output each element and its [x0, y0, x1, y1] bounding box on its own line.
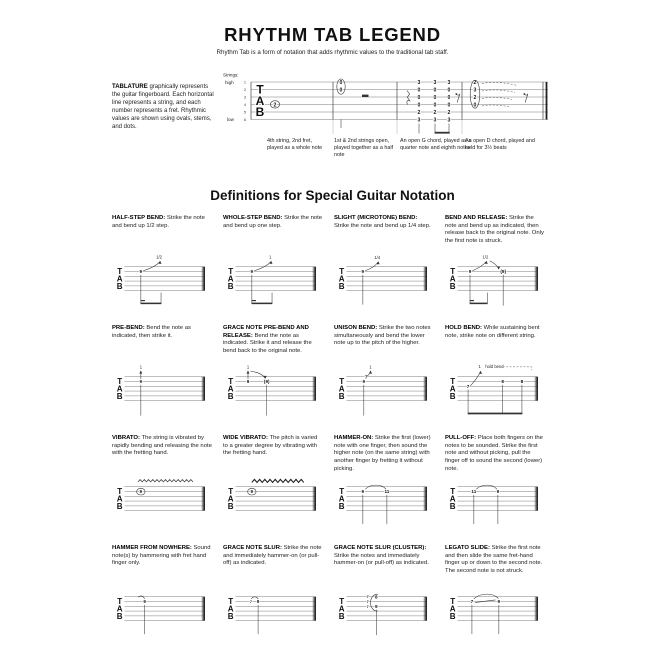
cell-pre-bend: [112, 325, 212, 424]
grace-frets: 7 7 7: [366, 595, 369, 609]
term: HAMMER-ON:: [334, 435, 374, 441]
definition-text: The pitch is varied to a greater degree by vibrating with the fretting hand.: [223, 435, 318, 457]
definition-text: Strike the first note and then slide the same fret-hand finger up or down to the second note. The second note is not struck.: [445, 545, 543, 575]
grace-slur-cluster-diagram: [334, 582, 434, 644]
bend-amount: 1: [268, 254, 272, 260]
svg-text:00: 0 0: [339, 79, 343, 94]
hold-dash: [503, 367, 532, 370]
fret-number: 7: [470, 599, 474, 605]
definition-text: Strike the notes and immediately hammer-on (or pull-off) as indicated.: [334, 552, 429, 567]
svg-text:TAB: T A B: [116, 376, 123, 402]
cell-unison-bend: [334, 325, 434, 424]
bend-amount: 1: [369, 364, 372, 370]
fret-number: 9: [246, 379, 250, 385]
svg-text:TAB: T A B: [338, 266, 345, 292]
grace-note-slur-diagram: [223, 582, 323, 644]
eighth-rest: [455, 93, 459, 102]
bend-amount: 1: [478, 364, 481, 370]
legato-slide-diagram: [445, 582, 545, 644]
hold-bend-label: hold bend: [485, 364, 504, 370]
svg-text:2320: 2 3 2 0: [473, 79, 477, 109]
slide-line: [475, 600, 495, 603]
pre-bend-diagram: [112, 362, 212, 424]
svg-text:TAB: T A B: [449, 376, 456, 402]
bend-arrow: [254, 262, 270, 271]
cell-grace-note-slur-cluster: [334, 545, 434, 644]
bend-amount: 1/4: [374, 254, 381, 260]
caption-d-chord: An open D chord, played and held for 3½ beats: [465, 138, 535, 152]
string-numbers: 1 2 3 4 5 6: [244, 80, 246, 122]
term: VIBRATO:: [112, 435, 140, 441]
tab-letters: T A B: [255, 82, 265, 120]
svg-text:2: 2: [273, 102, 277, 109]
strings-high-label: high: [225, 79, 234, 85]
definition-text: While sustaining bent note, strike note on different string.: [445, 325, 540, 339]
release-fret: (9): [500, 269, 506, 275]
fret-number: 9: [250, 269, 254, 275]
grace-pre-bend-release-diagram: [223, 362, 323, 424]
svg-text:TAB: T A B: [449, 486, 456, 512]
bend-amount: 1/2: [156, 254, 162, 260]
definition-text: The string is vibrated by rapidly bending and releasing the note with the fretting hand.: [112, 435, 212, 457]
fret-number: 9: [139, 269, 143, 275]
strings-low-label: low: [227, 117, 234, 122]
fret-number-2: 8: [501, 379, 504, 385]
whole-step-bend-diagram: [223, 252, 323, 314]
fret-number: 9: [256, 599, 260, 605]
target-top: 8: [375, 594, 378, 600]
bend-arrow: [470, 372, 480, 386]
legend-staff: [221, 70, 553, 174]
term: WHOLE-STEP BEND:: [223, 215, 283, 221]
fret-number-2: 11: [384, 489, 390, 495]
definition-text: Strike the first (lower) note with one finger, then sound the higher note (on the same string) with another finger by fretting it without picking.: [334, 435, 431, 472]
pull-off-diagram: [445, 472, 545, 534]
cell-pull-off: [445, 435, 545, 534]
svg-text:TAB: T A B: [449, 596, 456, 622]
svg-text:TAB: T A B: [227, 266, 234, 292]
cell-bend-and-release: [445, 215, 545, 314]
definition-text: Strike the two notes simultaneously and bend the lower note up to the pitch of the higher.: [334, 325, 431, 347]
half-rest: [362, 95, 369, 97]
term: WIDE VIBRATO:: [223, 435, 268, 441]
fret-number: 9: [361, 489, 365, 495]
tablature-section: [112, 70, 553, 174]
bend-arrow: [472, 262, 486, 271]
definition-text: Strike the note and immediately hammer-on (or pull-off) as indicated.: [223, 545, 322, 567]
d-chord-example: [470, 80, 528, 109]
term: HALF-STEP BEND:: [112, 215, 166, 221]
svg-text:TAB: T A B: [116, 266, 123, 292]
bend-and-release-diagram: [445, 252, 545, 314]
eighth-rest: [523, 93, 528, 102]
fret-number: 9: [361, 269, 365, 275]
fret-low: 9: [362, 379, 366, 385]
term: UNISON BEND:: [334, 325, 378, 331]
cell-slight-bend: [334, 215, 434, 314]
hold-bend-diagram: [445, 362, 545, 424]
target-bottom: 9: [375, 604, 378, 609]
definition-text: Sound note(s) by hammering with fret hand finger only.: [112, 545, 211, 567]
definition-text: Bend the note as indicated, then strike it.: [112, 325, 191, 339]
term: HAMMER FROM NOWHERE:: [112, 545, 192, 551]
caption-whole-note: 4th string, 2nd fret, played as a whole note: [267, 138, 323, 152]
half-note-example: [337, 79, 369, 128]
vibrato-diagram: [112, 472, 212, 534]
term: GRACE NOTE SLUR (CLUSTER):: [334, 545, 427, 551]
fret-number: 11: [471, 489, 477, 495]
release-fret: (9): [263, 379, 270, 385]
cell-grace-note-pre-bend-release: [223, 325, 323, 424]
fret-number: 9: [143, 599, 146, 605]
wide-vibrato-wave: [252, 479, 304, 482]
tablature-paragraph: [112, 84, 217, 174]
term: PRE-BEND:: [112, 325, 145, 331]
definitions-grid: [112, 215, 553, 644]
bend-amount: 1: [139, 364, 142, 370]
bend-arrow: [143, 262, 159, 271]
svg-text:TAB: T A B: [449, 266, 456, 292]
tablature-term: TABLATURE: [112, 84, 148, 90]
page-subtitle: Rhythm Tab is a form of notation that adds rhythmic values to the traditional tab staff.: [216, 49, 449, 56]
cell-vibrato: [112, 435, 212, 534]
definition-text: Strike the note and bend up 1/4 step.: [334, 222, 431, 229]
half-step-bend-diagram: [112, 252, 212, 314]
cell-half-step-bend: [112, 215, 212, 314]
svg-text:300023: 3 0 0 0 2 3: [433, 79, 437, 124]
legend-staff-diagram: [221, 70, 553, 136]
definition-text: Strike the note and bend up 1/2 step.: [112, 215, 205, 229]
g-chord-example: [407, 80, 460, 134]
svg-text:TAB: T A B: [338, 376, 345, 402]
term: GRACE NOTE PRE-BEND AND RELEASE:: [223, 325, 309, 339]
bend-amount: 1: [246, 364, 250, 370]
svg-text:TAB: T A B: [227, 376, 234, 402]
quarter-rest: [407, 91, 410, 105]
fret-number-2: 9: [497, 599, 501, 605]
svg-text:TAB: T A B: [116, 596, 123, 622]
term: HOLD BEND:: [445, 325, 482, 331]
cell-hammer-from-nowhere: [112, 545, 212, 644]
fret-number: 9: [139, 489, 143, 495]
term: BEND AND RELEASE:: [445, 215, 508, 221]
page-title: RHYTHM TAB LEGEND: [224, 24, 441, 45]
fret-high: 7: [364, 374, 368, 380]
staff-lines: [251, 79, 548, 120]
slight-bend-diagram: [334, 252, 434, 314]
fret-number: 7: [466, 384, 470, 389]
fret-number-2: 9: [496, 489, 500, 495]
hammer-from-nowhere-diagram: [112, 582, 212, 644]
slur: [476, 485, 497, 489]
cell-hold-bend: [445, 325, 545, 424]
fret-number: 9: [250, 489, 254, 495]
term: GRACE NOTE SLUR:: [223, 545, 282, 551]
term: LEGATO SLIDE:: [445, 545, 490, 551]
definition-text: Strike the note and bend up as indicated, then release back to the original note. Only the first note is struck.: [445, 215, 544, 245]
wide-vibrato-diagram: [223, 472, 323, 534]
release-arrow: [250, 371, 265, 378]
definitions-heading: Definitions for Special Guitar Notation: [210, 188, 455, 203]
release-arrow: [490, 261, 499, 269]
svg-text:TAB: T A B: [338, 486, 345, 512]
cell-whole-step-bend: [223, 215, 323, 314]
fret-number: 9: [468, 269, 472, 275]
fret-number-3: 8: [520, 379, 524, 385]
cell-wide-vibrato: [223, 435, 323, 534]
grace-fret: 7: [249, 599, 252, 604]
tablature-text: graphically represents the guitar fingerboard. Each horizontal line represents a string, and each number represents a fret. Rhythmic values are shown using ovals, stems, and dots.: [112, 84, 214, 130]
cell-legato-slide: [445, 545, 545, 644]
svg-text:TAB: T A B: [227, 596, 234, 622]
svg-text:300023: 3 0 0 0 2 3: [447, 79, 451, 124]
slur: [365, 485, 386, 489]
svg-text:TAB: T A B: [338, 596, 345, 622]
fret-number: 9: [139, 379, 143, 385]
definition-text: Strike the note and bend up one step.: [223, 215, 323, 229]
hammer-on-diagram: [334, 472, 434, 534]
unison-bend-diagram: [334, 362, 434, 424]
caption-g-chord: An open G chord, played as a quarter note and eighth notes: [400, 138, 472, 152]
definition-text: Place both fingers on the notes to be sounded. Strike the first note and without picking, pull the finger off to sound the second (lower) note.: [445, 435, 543, 472]
svg-text:TAB: T A B: [116, 486, 123, 512]
svg-text:300023: 3 0 0 0 2 3: [417, 79, 421, 124]
svg-text:TAB: T A B: [227, 486, 234, 512]
slur: [474, 594, 499, 599]
cell-grace-note-slur: [223, 545, 323, 644]
term: SLIGHT (MICROTONE) BEND:: [334, 215, 418, 221]
caption-half-note: 1st & 2nd strings open, played together as a half note: [334, 138, 394, 159]
cell-hammer-on: [334, 435, 434, 534]
definition-text: Bend the note as indicated. Strike it and release the bend back to the original note.: [223, 332, 312, 355]
strings-label: Strings:: [223, 72, 239, 78]
term: PULL-OFF:: [445, 435, 477, 441]
bend-amount: 1/2: [482, 254, 489, 260]
vibrato-wave: [138, 480, 193, 482]
